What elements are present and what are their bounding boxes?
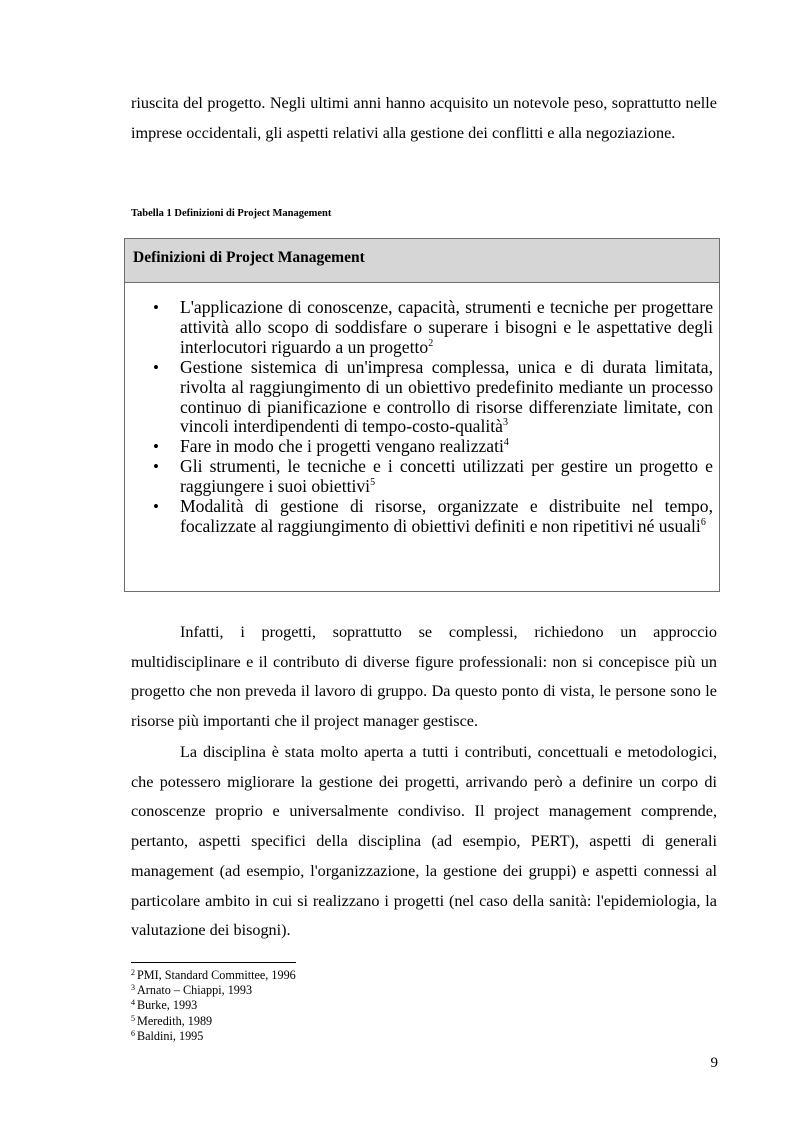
footnote-text: Burke, 1993	[137, 998, 198, 1013]
footnote-number: 5	[131, 1013, 135, 1023]
definition-text: Fare in modo che i progetti vengano realizzati	[180, 436, 504, 457]
footnotes	[131, 968, 296, 1044]
footnote-text: Arnato – Chiappi, 1993	[137, 983, 253, 998]
footnote-text: Meredith, 1989	[137, 1013, 213, 1028]
list-item	[153, 497, 713, 537]
table-header: Definizioni di Project Management	[125, 239, 719, 283]
list-item	[153, 298, 713, 358]
bullet-icon: •	[153, 497, 159, 517]
footnote	[131, 998, 296, 1013]
definition-text: L'applicazione di conoscenze, capacità, strumenti e tecniche per progettare attività allo scopo di soddisfare o superare i bisogni e le aspettative degli interlocutori riguardo a un progetto	[180, 297, 713, 357]
paragraph-discipline: La disciplina è stata molto aperta a tutti i contributi, concettuali e metodologici, che potessero migliorare la gestione dei progetti, arrivando però a definire un corpo di conoscenze proprio e universalmente condiviso. Il project management comprende, pertanto, aspetti specifici della disciplina (ad esempio, PERT), aspetti di generali management (ad esempio, l'organizzazione, la gestione dei gruppi) e aspetti connessi al particolare ambito in cui si realizzano i progetti (nel caso della sanità: l'epidemiologia, la valutazione dei bisogni).	[131, 743, 717, 940]
bullet-icon: •	[153, 357, 159, 377]
footnote-number: 3	[131, 983, 135, 993]
footnote	[131, 983, 296, 998]
page-number: 9	[710, 1055, 718, 1071]
footnote-divider	[131, 962, 296, 963]
list-item	[153, 358, 713, 438]
footnote-ref: 2	[428, 337, 434, 349]
bullet-icon: •	[153, 457, 159, 477]
definitions-table	[124, 238, 720, 592]
footnote	[131, 1014, 296, 1029]
footnote-ref: 6	[700, 516, 706, 528]
paragraph-projects: Infatti, i progetti, soprattutto se complessi, richiedono un approccio multidisciplinare e il contributo di diverse figure professionali: non si concepisce più un progetto che non preveda il lavoro di gruppo. Da questo ponto di vista, le persone sono le risorse più importanti che il project manager gestisce.	[131, 623, 717, 731]
footnote-ref: 5	[370, 477, 376, 489]
footnote-number: 2	[131, 968, 135, 977]
table-caption: Tabella 1 Definizioni di Project Management	[131, 208, 332, 219]
list-item	[153, 457, 713, 497]
footnote-ref: 4	[503, 437, 509, 449]
footnote-text: PMI, Standard Committee, 1996	[137, 968, 296, 982]
list-item	[153, 437, 713, 457]
footnote	[131, 1029, 296, 1044]
definition-text: Modalità di gestione di risorse, organizzate e distribuite nel tempo, focalizzate al raggiungimento di obiettivi definiti e non ripetitivi né usuali	[180, 496, 713, 536]
footnote-text: Baldini, 1995	[137, 1028, 204, 1043]
footnote-number: 4	[131, 998, 135, 1008]
definitions-list	[153, 298, 713, 537]
bullet-icon: •	[153, 437, 159, 457]
footnote	[131, 968, 296, 983]
table-body	[125, 283, 719, 537]
definition-text: Gli strumenti, le tecniche e i concetti utilizzati per gestire un progetto e raggiungere i suoi obiettivi	[180, 456, 713, 497]
footnote-number: 6	[131, 1028, 135, 1038]
definition-text: Gestione sistemica di un'impresa complessa, unica e di durata limitata, rivolta al raggiungimento di un obiettivo predefinito mediante un processo continuo di pianificazione e controllo di risorse differenziate limitate, con vincoli interdipendenti di tempo-costo-qualità	[180, 356, 713, 437]
footnote-ref: 3	[502, 417, 508, 429]
paragraph-intro: riuscita del progetto. Negli ultimi anni hanno acquisito un notevole peso, soprattutto nelle imprese occidentali, gli aspetti relativi alla gestione dei conflitti e alla negoziazione.	[131, 94, 717, 142]
bullet-icon: •	[153, 298, 159, 317]
